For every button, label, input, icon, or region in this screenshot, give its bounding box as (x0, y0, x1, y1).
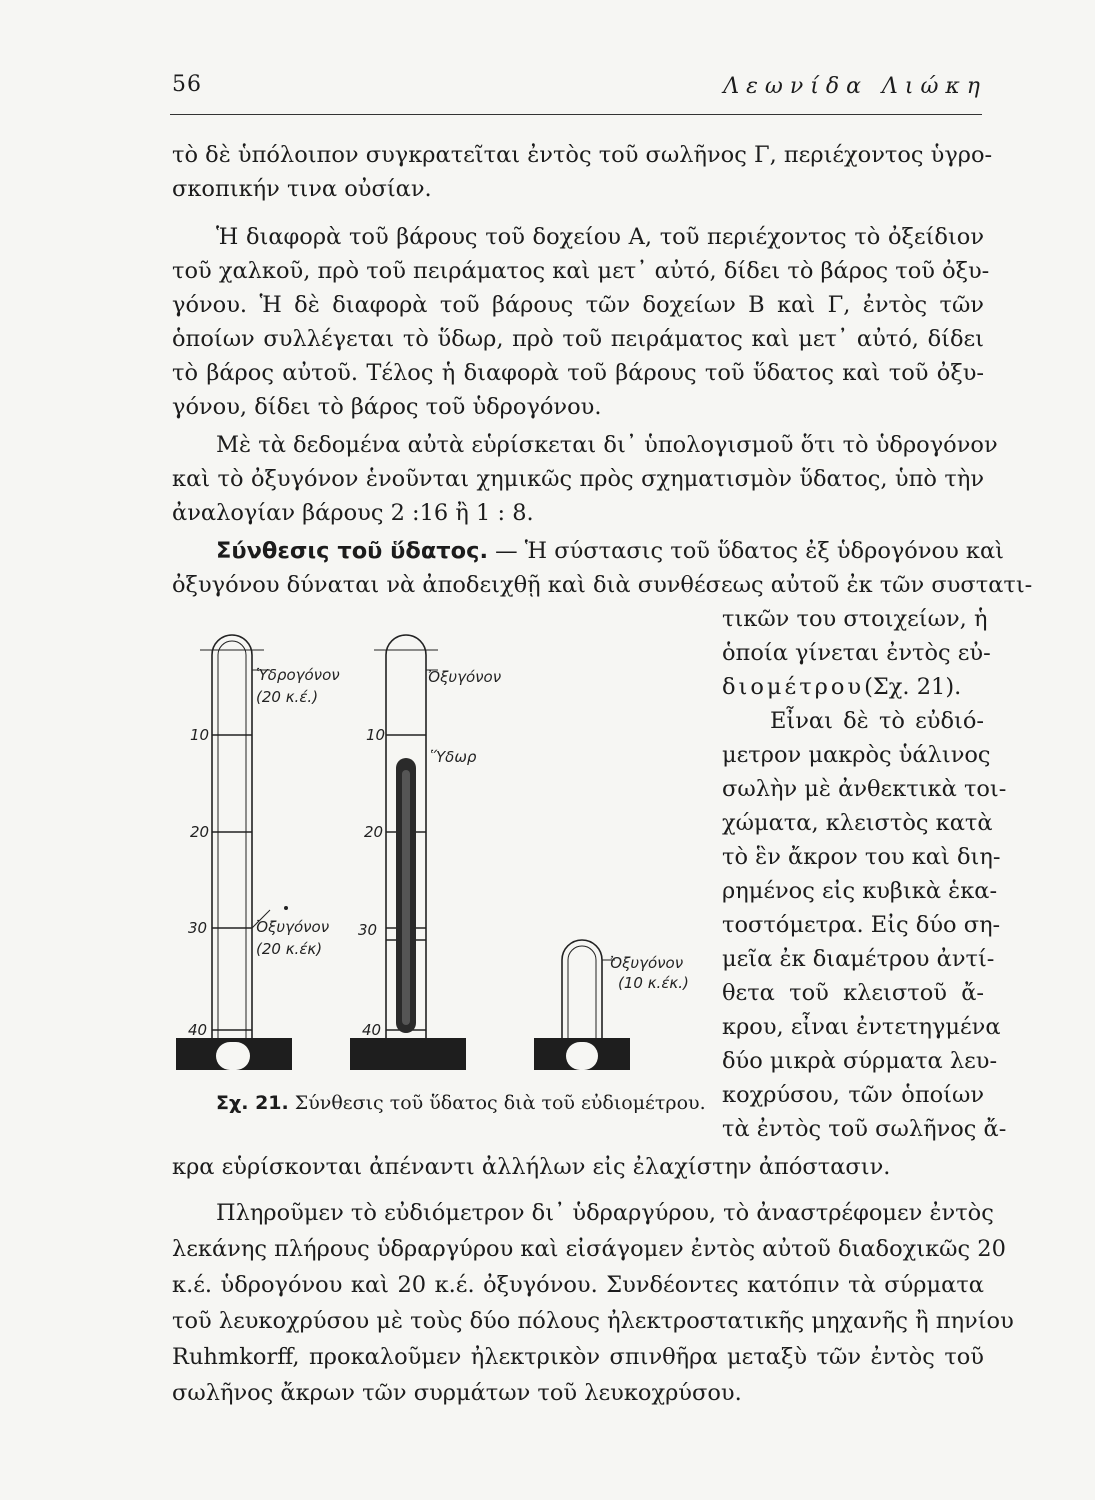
gas-label: Ὑδρογόνον (256, 666, 340, 684)
text-line (216, 536, 1004, 566)
scale-tick: 40 (188, 1021, 208, 1039)
text-line: τοῦ λευκοχρύσου μὲ τοὺς δύο πόλους ἠλεκτροστατικῆς μηχανῆς ἢ πηνίου (172, 1308, 1014, 1334)
text-line: τοῦ χαλκοῦ, πρὸ τοῦ πειράματος καὶ μετ᾽ αὐτό, δίδει τὸ βάρος τοῦ ὀξυ- (172, 258, 990, 284)
text-line: δύο μικρὰ σύρματα λευ- (722, 1048, 998, 1074)
text-line: καὶ τὸ ὀξυγόνον ἑνοῦνται χημικῶς πρὸς σχηματισμὸν ὕδατος, ὑπὸ τὴν (172, 466, 984, 492)
figure-caption-label: Σχ. 21. (216, 1092, 289, 1114)
eudiometer-figure (160, 610, 720, 1085)
text-line: ρημένος εἰς κυβικὰ ἑκα- (722, 878, 998, 904)
text-line: τὸ δὲ ὑπόλοιπον συγκρατεῖται ἐντὸς τοῦ σωλῆνος Γ, περιέχοντος ὑγρο- (172, 142, 993, 168)
text-line (722, 672, 984, 702)
text-line: λεκάνης πλήρους ὑδραργύρου καὶ εἰσάγομεν ἐντὸς αὐτοῦ διαδοχικῶς 20 (172, 1236, 1006, 1262)
text-line: Μὲ τὰ δεδομένα αὐτὰ εὑρίσκεται δι᾽ ὑπολογισμοῦ ὅτι τὸ ὑδρογόνον (216, 432, 998, 458)
gas-volume-label: (20 κ.έκ) (256, 940, 323, 958)
text-line: τοστόμετρα. Εἰς δύο ση- (722, 912, 1001, 938)
text-line: ὀξυγόνου δύναται νὰ ἀποδειχθῇ καὶ διὰ συνθέσεως αὐτοῦ ἐκ τῶν συστατι- (172, 572, 1033, 598)
gas-label: Ὀξυγόνον (428, 668, 502, 686)
text-line: μετρον μακρὸς ὑάλινος (722, 742, 991, 768)
scale-tick: 40 (362, 1021, 382, 1039)
text-line: γόνου. Ἡ δὲ διαφορὰ τοῦ βάρους τῶν δοχείων Β καὶ Γ, ἐντὸς τῶν (172, 292, 984, 318)
spaced-word: διομέτρου (722, 674, 865, 700)
figure-reference: (Σχ. 21). (864, 674, 962, 700)
text-line: κρου, εἶναι ἐντετηγμένα (722, 1014, 1001, 1040)
scale-tick: 10 (190, 726, 210, 744)
text-line: τικῶν του στοιχείων, ἡ (722, 606, 988, 632)
text-span: — Ἡ σύστασις τοῦ ὕδατος ἐξ ὑδρογόνου καὶ (495, 538, 1004, 564)
text-line: μεῖα ἐκ διαμέτρου ἀντί- (722, 946, 995, 972)
page-number: 56 (172, 72, 202, 97)
running-header-author: Λεωνίδα Λιώκη (723, 74, 987, 99)
gas-label: Ὀξυγόνον (610, 954, 684, 972)
figure-caption (216, 1092, 706, 1114)
scale-tick: 30 (188, 919, 208, 937)
text-line: Ἡ διαφορὰ τοῦ βάρους τοῦ δοχείου Α, τοῦ περιέχοντος τὸ ὀξείδιον (216, 224, 984, 250)
gas-label: Ὀξυγόνον (256, 918, 330, 936)
text-line: κρα εὑρίσκονται ἀπέναντι ἀλλήλων εἰς ἐλαχίστην ἀπόστασιν. (172, 1154, 891, 1180)
text-line: σκοπικήν τινα οὐσίαν. (172, 176, 432, 202)
liquid-label: Ὕδωρ (430, 748, 477, 766)
tube-mouth-3 (566, 1042, 598, 1070)
gas-volume-label: (10 κ.έκ.) (618, 974, 689, 992)
text-line: τὸ ἓν ἄκρον του καὶ διη- (722, 844, 1001, 870)
water-column-highlight (402, 770, 410, 1025)
scale-tick: 30 (358, 921, 378, 939)
scale-tick: 20 (364, 823, 384, 841)
text-line: θετα τοῦ κλειστοῦ ἄ- (722, 980, 984, 1006)
text-line: ὁποίων συλλέγεται τὸ ὕδωρ, πρὸ τοῦ πειράματος καὶ μετ᾽ αὐτό, δίδει (172, 326, 984, 352)
mercury-basin-2 (350, 1038, 466, 1070)
text-line: Πληροῦμεν τὸ εὐδιόμετρον δι᾽ ὑδραργύρου, τὸ ἀναστρέφομεν ἐντὸς (216, 1200, 994, 1226)
tube-mouth-1 (216, 1042, 250, 1070)
text-line: ἀναλογίαν βάρους 2 :16 ἢ 1 : 8. (172, 500, 534, 526)
text-line: σωλῆνος ἄκρων τῶν συρμάτων τοῦ λευκοχρύσου. (172, 1380, 742, 1406)
text-line: γόνου, δίδει τὸ βάρος τοῦ ὑδρογόνου. (172, 394, 602, 420)
text-line: τὰ ἐντὸς τοῦ σωλῆνος ἄ- (722, 1116, 1007, 1142)
gas-volume-label: (20 κ.έ.) (256, 688, 319, 706)
text-line: κ.έ. ὑδρογόνου καὶ 20 κ.έ. ὀξυγόνου. Συνδέοντες κατόπιν τὰ σύρματα (172, 1272, 984, 1298)
scale-tick: 20 (190, 823, 210, 841)
section-heading: Σύνθεσις τοῦ ὕδατος. (216, 538, 488, 564)
text-line: σωλὴν μὲ ἀνθεκτικὰ τοι- (722, 776, 1007, 802)
figure-caption-text: Σύνθεσις τοῦ ὕδατος διὰ τοῦ εὐδιομέτρου. (294, 1092, 706, 1114)
text-line: τὸ βάρος αὐτοῦ. Τέλος ἡ διαφορὰ τοῦ βάρους τοῦ ὕδατος καὶ τοῦ ὀξυ- (172, 360, 984, 386)
scale-tick: 10 (366, 726, 386, 744)
text-line: ὁποία γίνεται ἐντὸς εὐ- (722, 640, 991, 666)
text-line: Ruhmkorff, προκαλοῦμεν ἠλεκτρικὸν σπινθῆρα μεταξὺ τῶν ἐντὸς τοῦ (172, 1344, 984, 1370)
text-line: χώματα, κλειστὸς κατὰ (722, 810, 993, 836)
text-line: Εἶναι δὲ τὸ εὐδιό- (770, 708, 984, 734)
text-line: κοχρύσου, τῶν ὁποίων (722, 1082, 984, 1108)
header-rule (170, 114, 982, 115)
